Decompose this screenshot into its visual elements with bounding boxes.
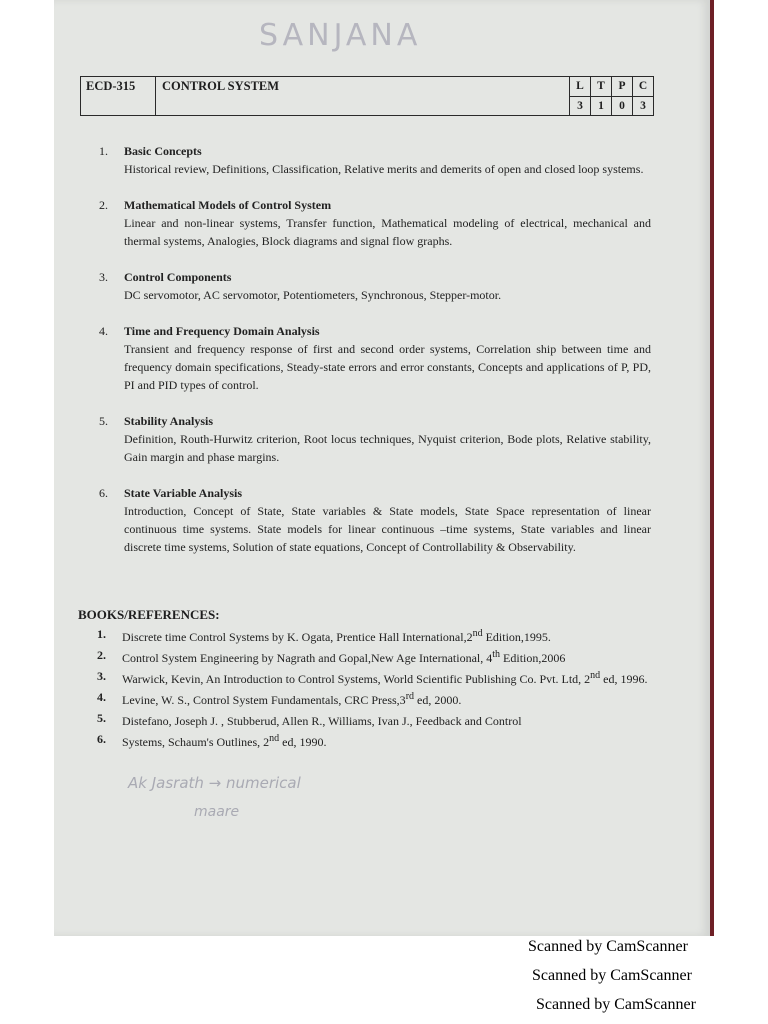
book-superscript: nd — [472, 628, 483, 639]
book-number: 3. — [97, 669, 106, 683]
book-text-end: ed, 1996. — [600, 672, 648, 686]
unit-item — [99, 322, 651, 394]
book-text: Warwick, Kevin, An Introduction to Control Systems, World Scientific Publishing Co. Pvt. Ltd, 2 — [122, 672, 591, 686]
syllabus-page — [54, 0, 710, 936]
unit-title: State Variable Analysis — [124, 486, 243, 500]
unit-title: Mathematical Models of Control System — [124, 198, 332, 212]
book-item — [97, 625, 657, 646]
unit-item — [99, 142, 651, 178]
ltpc-value-l: 3 — [570, 96, 591, 116]
ltpc-header-c: C — [633, 77, 654, 97]
handwritten-note: Ak Jasrath → numerical — [128, 774, 301, 792]
unit-body: Historical review, Definitions, Classification, Relative merits and demerits of open and closed loop systems. — [124, 162, 644, 176]
book-superscript: nd — [269, 733, 280, 744]
unit-number: 3. — [99, 270, 108, 284]
unit-number: 1. — [99, 144, 108, 158]
unit-item — [99, 484, 651, 556]
book-number: 2. — [97, 648, 106, 662]
handwritten-note: maare — [194, 804, 240, 820]
unit-item — [99, 196, 651, 250]
ltpc-header-p: P — [612, 77, 633, 97]
unit-title: Stability Analysis — [124, 414, 214, 428]
book-text: Control System Engineering by Nagrath and Gopal,New Age International, 4 — [122, 651, 493, 665]
book-text: Systems, Schaum's Outlines, 2 — [122, 735, 270, 749]
unit-body: Linear and non-linear systems, Transfer function, Mathematical modeling of electrical, mechanical and thermal systems, Analogies, Block diagrams and signal flow graphs. — [124, 216, 651, 248]
ltpc-value-c: 3 — [633, 96, 654, 116]
book-item — [97, 646, 657, 667]
ltpc-value-t: 1 — [591, 96, 612, 116]
unit-number: 6. — [99, 486, 108, 500]
book-number: 5. — [97, 711, 106, 725]
book-superscript: th — [492, 649, 501, 660]
scanned-photo — [54, 0, 714, 936]
book-text-end: ed, 1990. — [279, 735, 327, 749]
book-text-end: ed, 2000. — [414, 693, 462, 707]
camscanner-watermark: Scanned by CamScanner — [536, 996, 696, 1013]
unit-number: 4. — [99, 324, 108, 338]
unit-number: 5. — [99, 414, 108, 428]
unit-item — [99, 268, 651, 304]
unit-title: Control Components — [124, 270, 232, 284]
course-code: ECD-315 — [81, 77, 156, 116]
book-item — [97, 730, 657, 751]
book-text: Distefano, Joseph J. , Stubberud, Allen R., Williams, Ivan J., Feedback and Control — [122, 714, 522, 728]
unit-title: Time and Frequency Domain Analysis — [124, 324, 320, 338]
unit-body: Transient and frequency response of first and second order systems, Correlation ship between time and frequency domain specifications, Steady-state errors and error constants, Concepts and applications of P, PD, PI and PID types of control. — [124, 342, 651, 392]
book-text: Discrete time Control Systems by K. Ogata, Prentice Hall International,2 — [122, 630, 473, 644]
ltpc-header-t: T — [591, 77, 612, 97]
ltpc-header-l: L — [570, 77, 591, 97]
handwritten-name: SANJANA — [259, 18, 422, 53]
unit-body: Introduction, Concept of State, State variables & State models, State Space representation of linear continuous time systems. State models for linear continuous –time systems, State variables and linear discrete time systems, Solution of state equations, Concept of Controllability & Observability. — [124, 504, 651, 554]
camscanner-watermark: Scanned by CamScanner — [528, 938, 688, 955]
unit-body: Definition, Routh-Hurwitz criterion, Root locus techniques, Nyquist criterion, Bode plots, Relative stability, Gain margin and phase margins. — [124, 432, 651, 464]
book-superscript: nd — [590, 670, 601, 681]
books-heading: BOOKS/REFERENCES: — [78, 607, 220, 622]
camscanner-watermark: Scanned by CamScanner — [532, 967, 692, 984]
book-text-end: Edition,1995. — [482, 630, 551, 644]
book-text-end: Edition,2006 — [500, 651, 566, 665]
book-number: 6. — [97, 732, 106, 746]
book-superscript: rd — [405, 691, 415, 702]
unit-body: DC servomotor, AC servomotor, Potentiometers, Synchronous, Stepper-motor. — [124, 288, 502, 302]
book-text: Levine, W. S., Control System Fundamentals, CRC Press,3 — [122, 693, 406, 707]
unit-title: Basic Concepts — [124, 144, 202, 158]
unit-item — [99, 412, 651, 466]
course-header-table — [80, 76, 654, 116]
book-number: 1. — [97, 627, 106, 641]
unit-list — [99, 142, 651, 556]
book-number: 4. — [97, 690, 106, 704]
unit-number: 2. — [99, 198, 108, 212]
book-item — [97, 667, 657, 688]
book-list — [97, 625, 657, 751]
book-item — [97, 709, 657, 730]
course-title: CONTROL SYSTEM — [156, 77, 570, 116]
ltpc-value-p: 0 — [612, 96, 633, 116]
book-item — [97, 688, 657, 709]
